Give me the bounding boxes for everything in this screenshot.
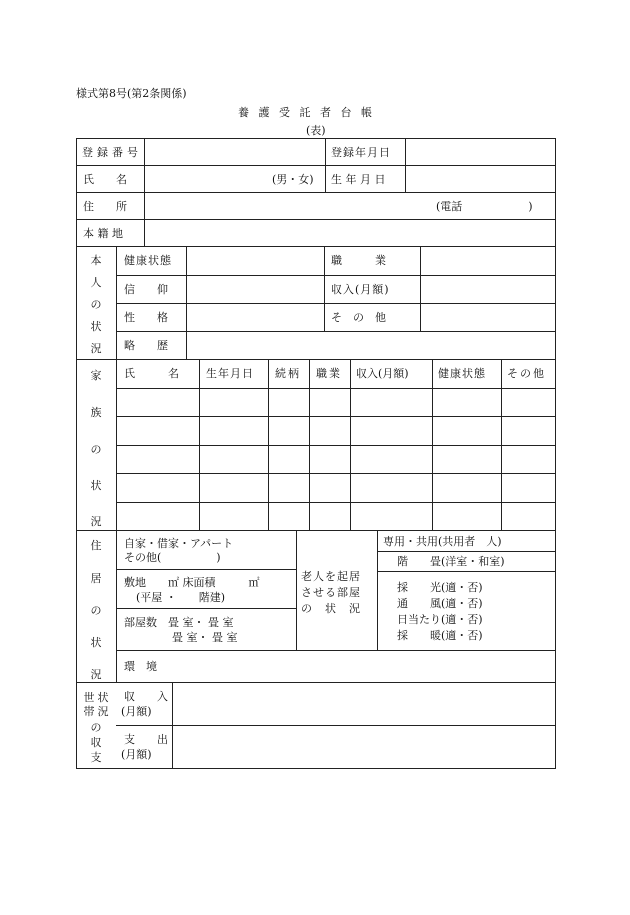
family-label-char: 況 — [90, 515, 102, 528]
page-title: 養 護 受 託 者 台 帳 — [238, 106, 375, 119]
room-sunlight: 日当たり(適・否) — [397, 613, 483, 626]
household-income-unit: (月額) — [121, 705, 152, 718]
household-label-char: 状 — [97, 691, 109, 704]
page-subtitle: (表) — [306, 124, 326, 137]
residence-label-char: 況 — [90, 668, 102, 681]
family-col-income: 収入(月額) — [356, 367, 409, 380]
birth-date-label: 生 年 月 日 — [331, 173, 386, 186]
history-label: 略 歴 — [124, 339, 168, 352]
household-label-char: 支 — [90, 751, 102, 764]
other-label: そ の 他 — [331, 311, 386, 324]
room-exclusive: 専用・共用(共用者 人) — [383, 535, 502, 548]
rooms-line-2: 畳 室・ 畳 室 — [172, 631, 238, 644]
character-label: 性 格 — [124, 311, 168, 324]
self-label-char: 況 — [90, 342, 102, 355]
residence-label-char: 居 — [90, 572, 102, 585]
belief-label: 信 仰 — [124, 283, 168, 296]
family-col-birth: 生年月日 — [206, 367, 254, 380]
household-label-char: 況 — [97, 705, 109, 718]
room-heating: 採 暖(適・否) — [397, 629, 483, 642]
household-label-char: 収 — [90, 736, 102, 749]
job-label: 職 業 — [331, 254, 386, 267]
family-col-health: 健康状態 — [438, 367, 486, 380]
family-label-char: 家 — [90, 369, 102, 382]
household-label-char: 世 — [83, 691, 95, 704]
floors: (平屋 ・ 階建) — [136, 591, 226, 604]
household-label-char: 帯 — [83, 705, 95, 718]
self-label-char: 本 — [90, 254, 102, 267]
registration-date-label: 登録年月日 — [331, 146, 391, 159]
family-label-char: 族 — [90, 406, 102, 419]
family-col-job: 職業 — [316, 367, 342, 380]
phone-label: (電話 ) — [436, 200, 533, 213]
health-label: 健康状態 — [124, 254, 172, 267]
household-label-char: の — [90, 721, 102, 734]
self-label-char: 状 — [90, 320, 102, 333]
household-income-label: 収 入 — [124, 690, 168, 703]
housing-type: 自家・借家・アパート — [124, 537, 234, 550]
sex-selector[interactable]: (男・女) — [272, 173, 314, 186]
form-number: 様式第8号(第2条関係) — [76, 87, 187, 100]
room-light: 採 光(適・否) — [397, 581, 483, 594]
elderly-room-line-1: 老人を起居 — [301, 570, 361, 583]
rooms-line-1: 部屋数 畳 室・ 畳 室 — [124, 616, 234, 629]
address-label: 住 所 — [83, 200, 127, 213]
family-col-name: 氏 名 — [124, 367, 179, 380]
income-label: 収入(月額) — [331, 283, 390, 296]
environment-label: 環 境 — [124, 660, 157, 673]
self-label-char: 人 — [90, 276, 102, 289]
residence-label-char: の — [90, 604, 102, 617]
self-label-char: の — [90, 298, 102, 311]
residence-label-char: 住 — [90, 539, 102, 552]
residence-label-char: 状 — [90, 636, 102, 649]
site-area: 敷地 ㎡ 床面積 ㎡ — [124, 576, 260, 589]
household-expense-unit: (月額) — [121, 748, 152, 761]
housing-other: その他( ) — [124, 551, 221, 564]
domicile-label: 本 籍 地 — [83, 227, 123, 240]
registration-number-label: 登録番号 — [82, 146, 142, 159]
name-label: 氏 名 — [83, 173, 127, 186]
room-tatami: 階 畳(洋室・和室) — [397, 555, 505, 568]
room-ventilation: 通 風(適・否) — [397, 597, 483, 610]
household-expense-label: 支 出 — [124, 733, 168, 746]
family-col-other: その他 — [507, 367, 546, 380]
family-col-relation: 続柄 — [275, 367, 301, 380]
elderly-room-line-2: させる部屋 — [301, 586, 361, 599]
elderly-room-line-3: の 状 況 — [301, 602, 361, 615]
family-label-char: 状 — [90, 479, 102, 492]
family-label-char: の — [90, 443, 102, 456]
